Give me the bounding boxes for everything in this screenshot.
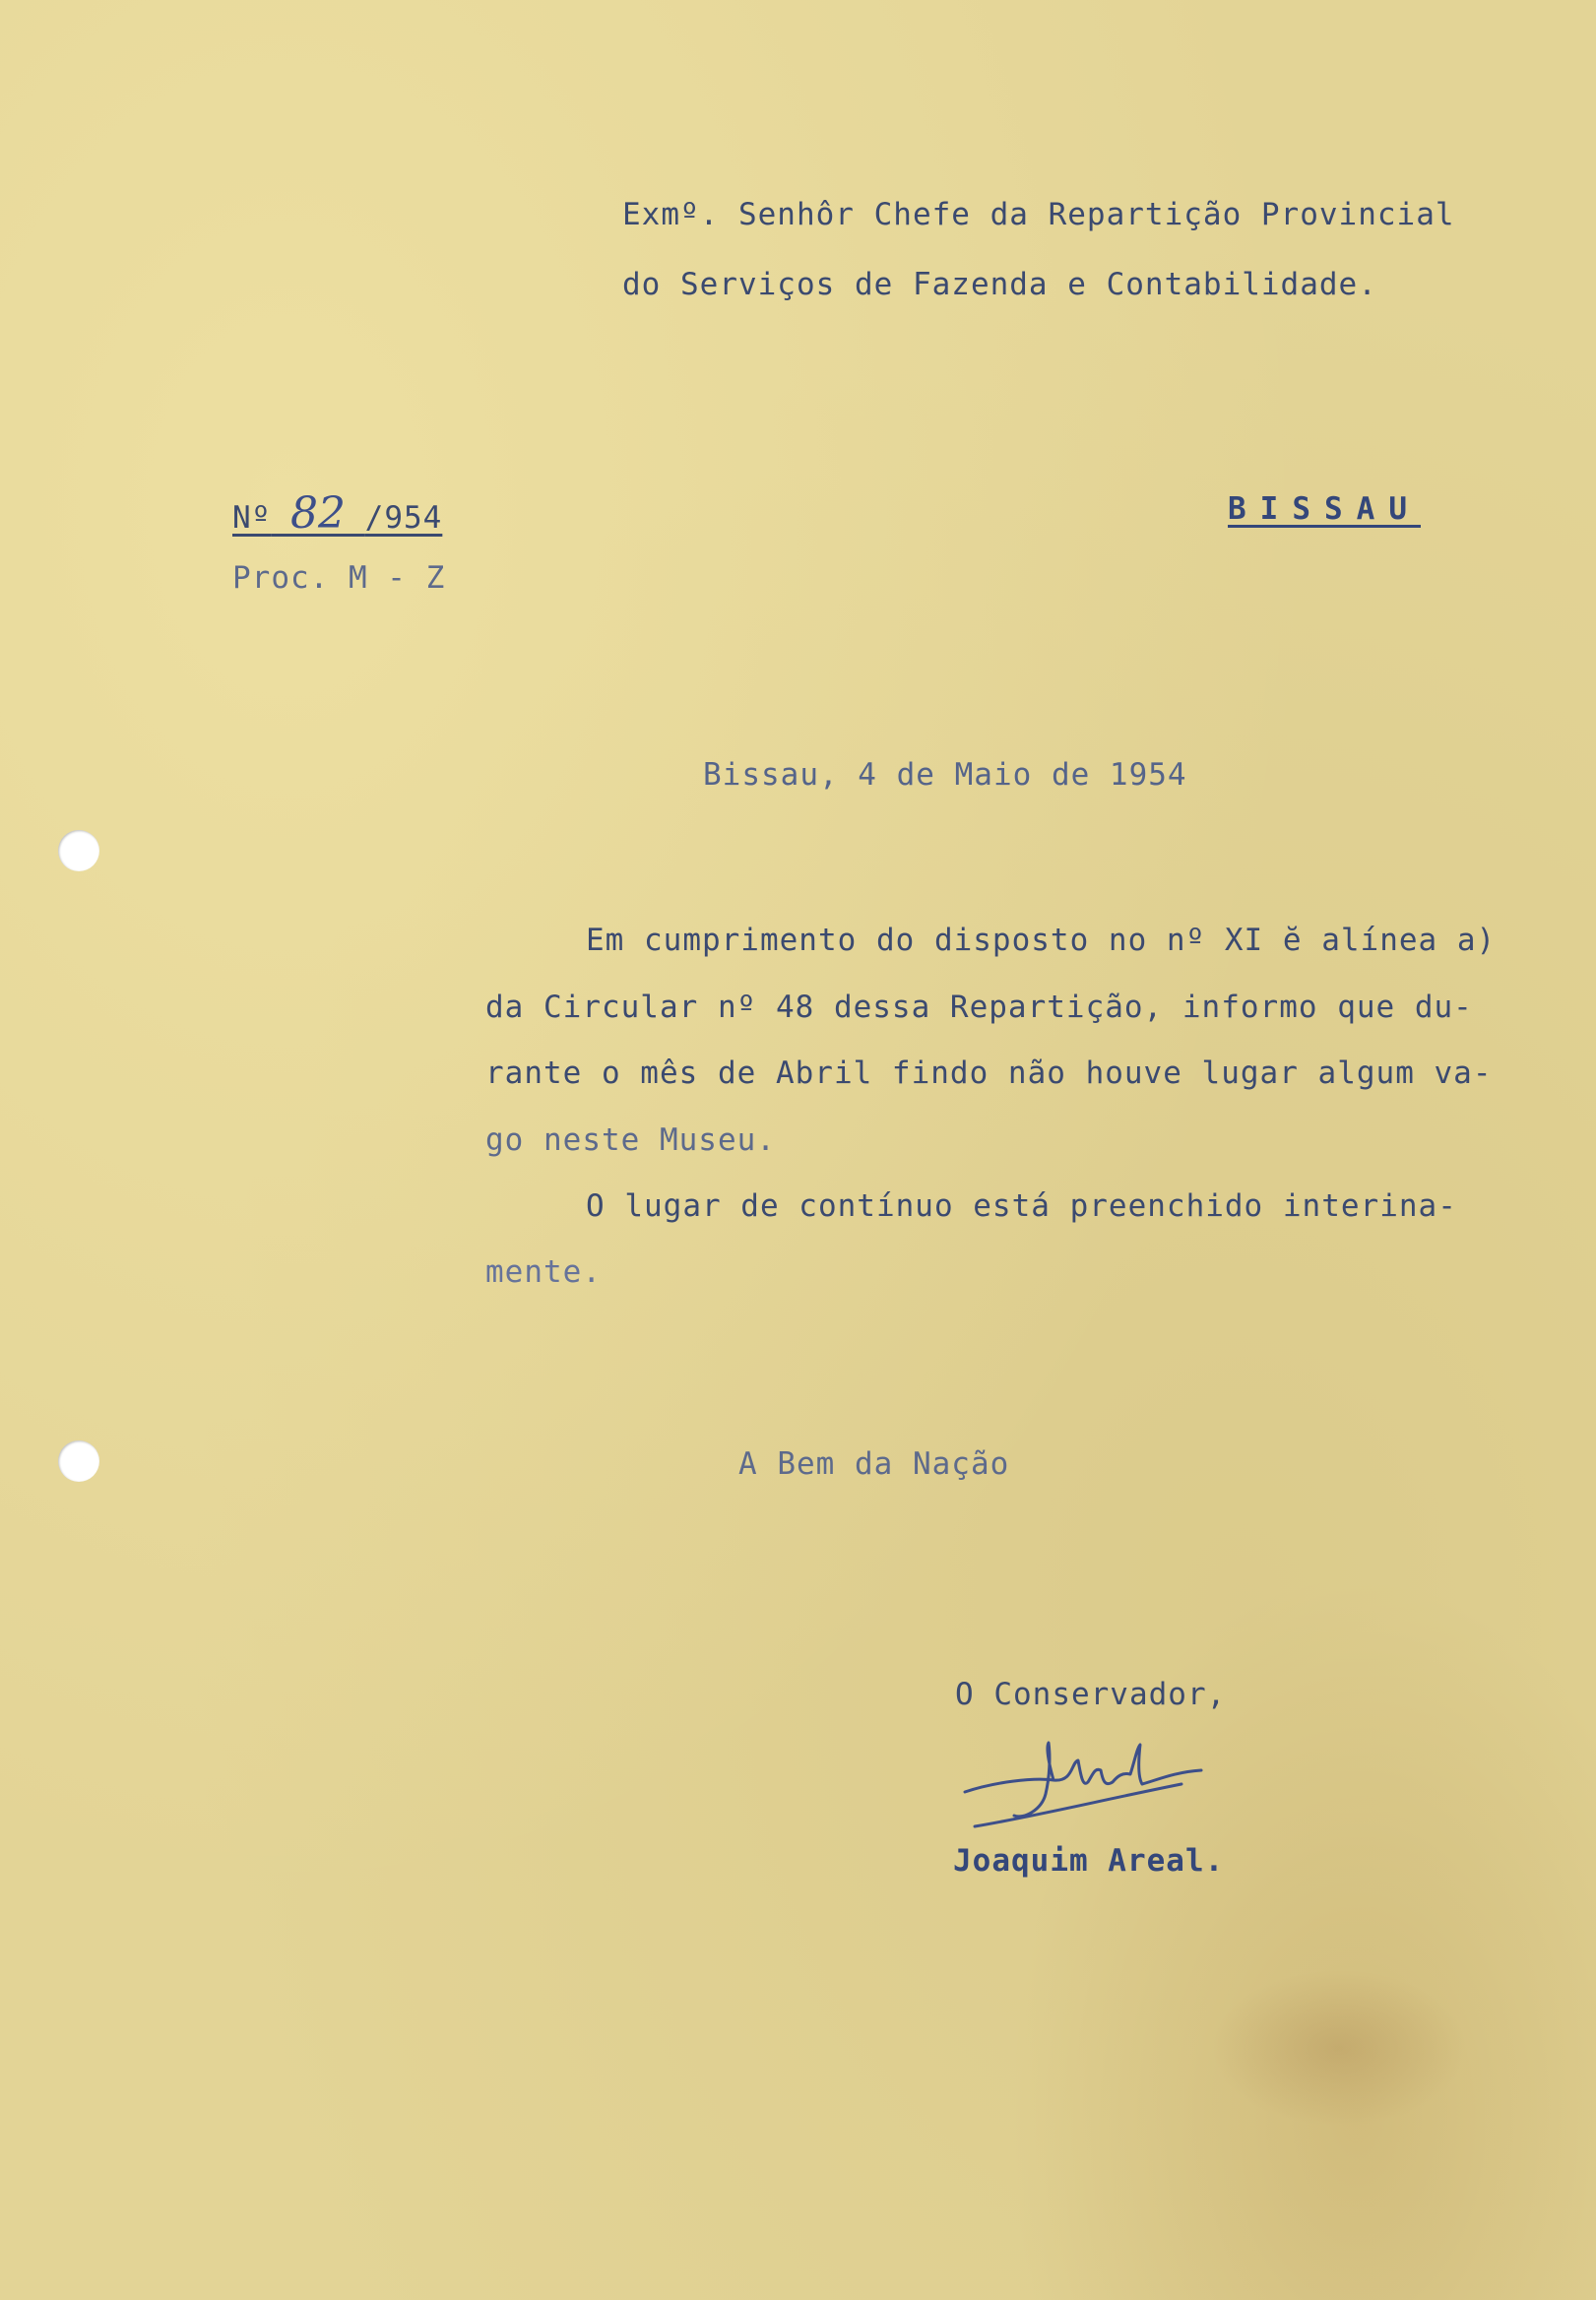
paper-stain — [1211, 1969, 1467, 2127]
signatory-title: O Conservador, — [955, 1677, 1227, 1712]
addressee-line-2: do Serviços de Fazenda e Contabilidade. — [622, 267, 1377, 302]
body-line: rante o mês de Abril findo não houve lugar algum va- — [485, 1055, 1493, 1091]
reference-number-year: /954 — [364, 500, 443, 536]
reference-number-prefix: Nº — [232, 500, 272, 536]
body-line: Em cumprimento do disposto no nº XI ĕ alínea a) — [586, 923, 1497, 958]
signatory-name: Joaquim Areal. — [953, 1843, 1225, 1879]
reference-number — [232, 488, 443, 539]
letter-date: Bissau, 4 de Maio de 1954 — [703, 757, 1187, 793]
body-line: da Circular nº 48 dessa Repartição, informo que du- — [485, 990, 1473, 1025]
body-line: mente. — [485, 1254, 602, 1290]
body-line: go neste Museu. — [485, 1122, 776, 1158]
body-line: O lugar de contínuo está preenchido interina- — [586, 1188, 1457, 1224]
city-heading: BISSAU — [1228, 491, 1421, 527]
punch-hole-top — [58, 830, 99, 871]
reference-process: Proc. M - Z — [232, 560, 446, 596]
addressee-line-1: Exmº. Senhôr Chefe da Repartição Provincial — [622, 197, 1455, 232]
handwritten-signature — [955, 1733, 1221, 1846]
punch-hole-bottom — [58, 1440, 99, 1482]
closing-salutation: A Bem da Nação — [738, 1446, 1010, 1482]
reference-number-handwritten: 82 — [290, 488, 346, 539]
